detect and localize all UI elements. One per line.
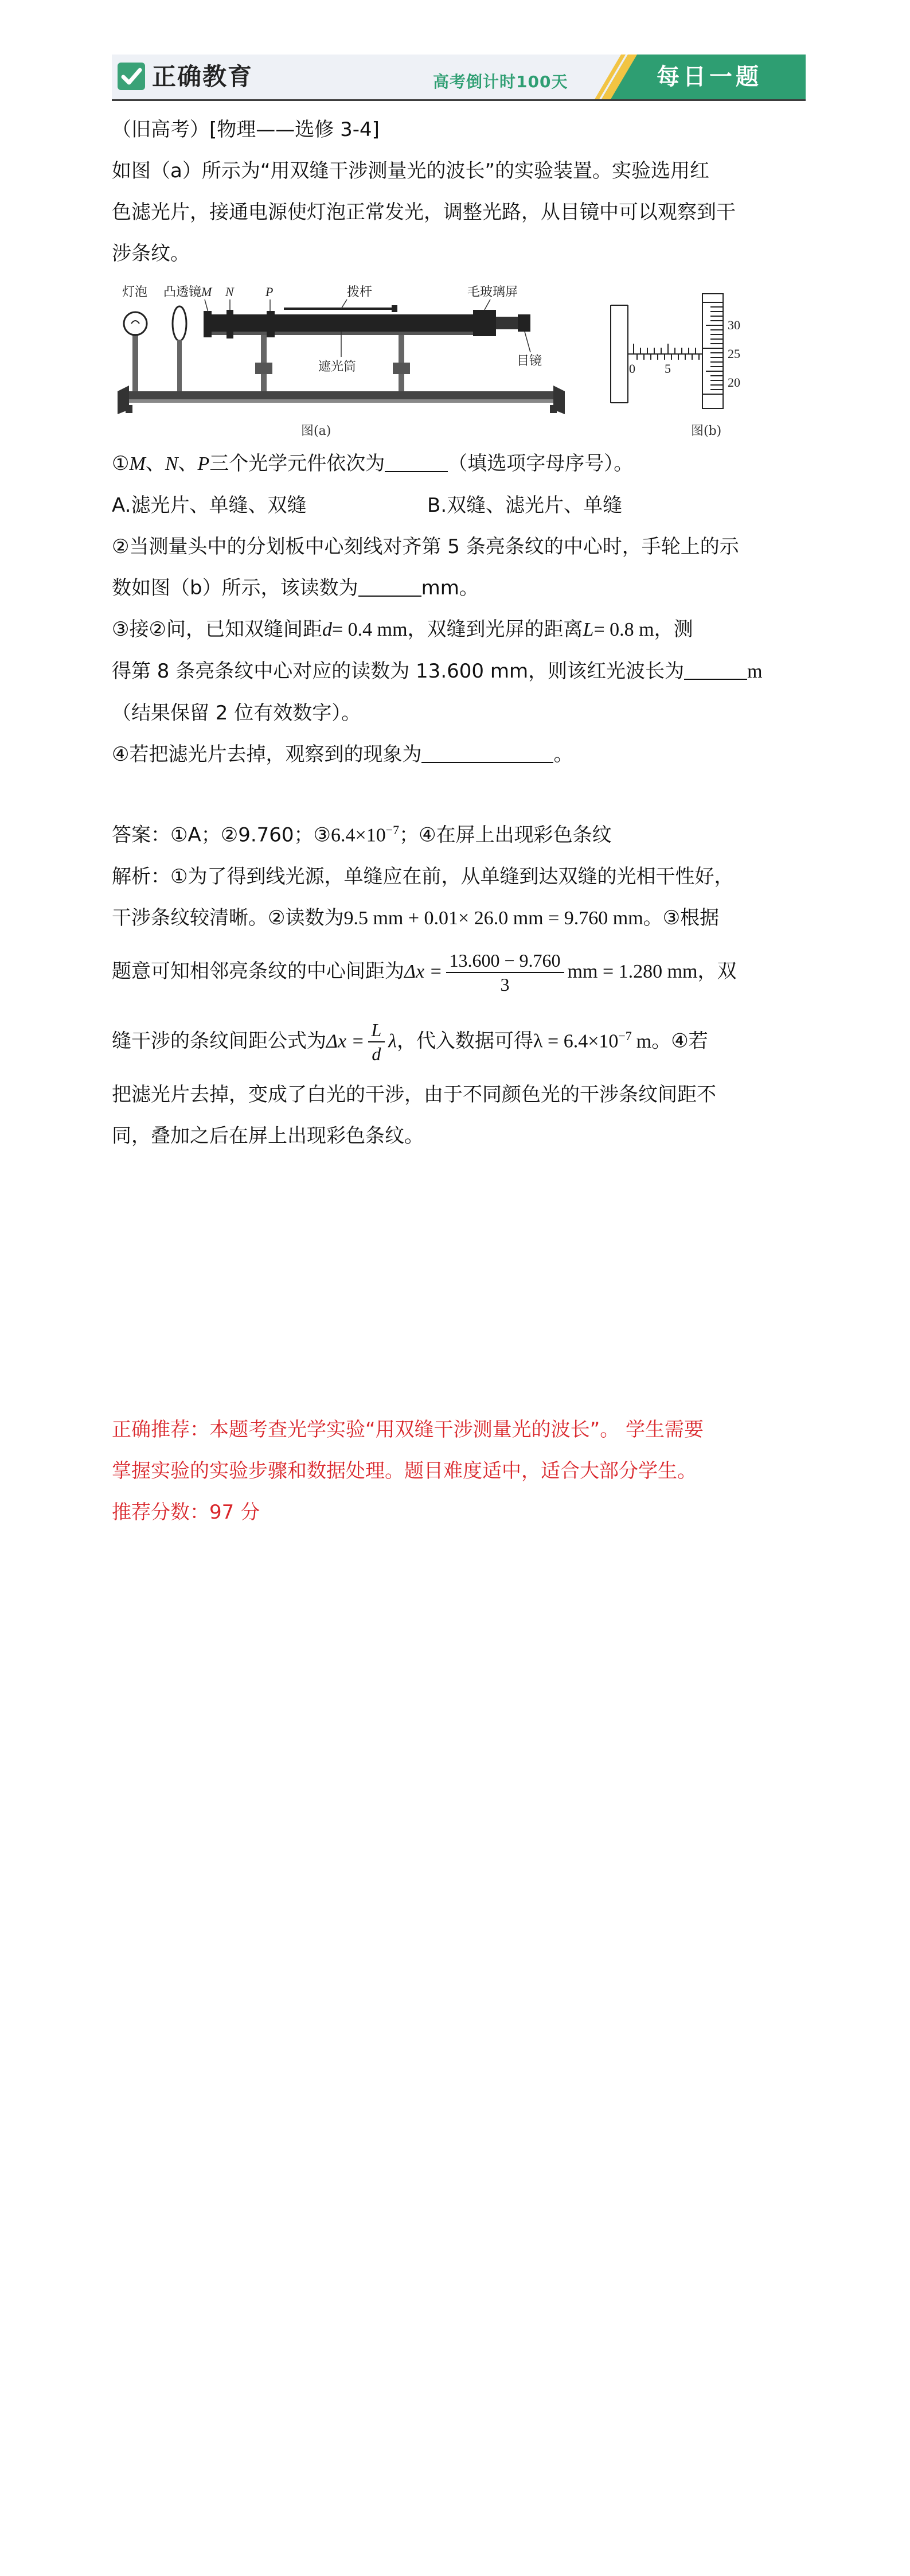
analysis-line-6: 同，叠加之后在屏上出现彩色条纹。 — [112, 1124, 424, 1147]
q4-suffix: 。 — [553, 743, 573, 766]
label-p: P — [265, 285, 274, 299]
figure-row — [112, 277, 806, 443]
question-source: （旧高考）[物理——选修 3-4] — [112, 118, 380, 141]
q1-m: M — [129, 453, 146, 474]
analysis-text: 缝干涉的条纹间距公式为 — [112, 1029, 326, 1053]
question-4 — [112, 734, 806, 775]
q3-d: d — [322, 619, 332, 640]
question-1 — [112, 443, 806, 485]
fraction-numerator: 13.600 − 9.760 — [446, 949, 564, 973]
analysis-line-1: 解析：①为了得到线光源，单缝应在前，从单缝到达双缝的光相干性好， — [112, 865, 734, 889]
header-banner — [112, 55, 806, 101]
daily-tag-label: 每日一题 — [657, 64, 762, 90]
answer-part-3: 6.4×10 — [331, 824, 386, 846]
answer-part-1: ①A；②9.760；③ — [170, 823, 331, 847]
q1-prefix: ① — [112, 452, 130, 475]
figure-a-caption: 图(a) — [301, 424, 331, 438]
brand-name: 正确教育 — [152, 63, 253, 91]
analysis-reading-formula: 9.5 mm + 0.01× 26.0 mm = 9.760 mm — [343, 908, 643, 929]
analysis-line-4 — [112, 1004, 806, 1073]
analysis-line-2 — [112, 897, 806, 939]
option-b: B.双缝、滤光片、单缝 — [427, 494, 623, 517]
answer-exponent: −7 — [385, 823, 400, 837]
answer — [112, 810, 806, 856]
main-scale-5: 5 — [665, 361, 671, 376]
q3-text-b: ，双缝到光屏的距离 — [407, 618, 583, 641]
label-lens: 凸透镜 — [163, 285, 202, 299]
fraction-denominator: 3 — [500, 974, 510, 995]
analysis-text: 。④若 — [651, 1029, 708, 1053]
figure-b-caption: 图(b) — [691, 424, 722, 438]
q3-line-2 — [112, 651, 806, 692]
label-rod: 拨杆 — [347, 285, 373, 299]
label-n: N — [225, 285, 234, 299]
fringe-spacing-result: mm = 1.280 mm — [567, 961, 698, 983]
answer-blank — [358, 575, 421, 597]
q1-p: P — [197, 453, 210, 474]
analysis-line-5: 把滤光片去掉，变成了白光的干涉，由于不同颜色光的干涉条纹间距不 — [112, 1083, 716, 1106]
q3-l-value: = 0.8 m — [593, 619, 654, 640]
page — [112, 55, 806, 1533]
q3-text-a: ③接②问，已知双缝间距 — [112, 618, 322, 641]
q3-text-c: ，测 — [654, 618, 693, 641]
fraction-denominator: d — [372, 1044, 381, 1065]
check-icon — [118, 63, 145, 90]
intro-line: 如图（a）所示为“用双缝干涉测量光的波长”的实验装置。实验选用红 — [112, 159, 710, 182]
q3-line-1 — [112, 609, 806, 651]
delta-x: Δx = — [404, 961, 443, 983]
analysis-text: 干涉条纹较清晰。②读数为 — [112, 906, 344, 930]
analysis — [112, 856, 806, 1156]
q1-n: N — [165, 453, 178, 474]
analysis-line-3 — [112, 939, 806, 1004]
q3-text-line2: 得第 8 条亮条纹中心对应的读数为 13.600 mm，则该红光波长为 — [112, 660, 685, 683]
drum-scale-30: 30 — [728, 318, 740, 332]
q1-suffix: （填选项字母序号）。 — [448, 452, 634, 475]
label-screen: 毛玻璃屏 — [467, 285, 518, 299]
wavelength-unit: m — [636, 1030, 652, 1052]
answer-label: 答案： — [112, 823, 170, 847]
drum-scale-25: 25 — [728, 347, 740, 361]
answer-part-4: ；④在屏上出现彩色条纹 — [399, 823, 612, 847]
q2-end-text: 数如图（b）所示，该读数为 — [112, 577, 358, 600]
q1-sep1: 、 — [145, 452, 165, 475]
option-a: A.滤光片、单缝、双缝 — [112, 494, 307, 517]
q1-text: 三个光学元件依次为 — [209, 452, 385, 475]
recommend-line-2: 掌握实验的实验步骤和数据处理。题目难度适中，适合大部分学生。 — [112, 1459, 697, 1482]
label-lamp: 灯泡 — [122, 285, 148, 299]
recommend-score: 推荐分数：97 分 — [112, 1500, 260, 1524]
analysis-text: 题意可知相邻亮条纹的中心间距为 — [112, 960, 404, 983]
delta-x: Δx = — [326, 1030, 365, 1052]
countdown-text: 高考倒计时100天 — [433, 72, 568, 91]
answer-blank — [421, 741, 553, 763]
q2-line: ②当测量头中的分划板中心刻线对齐第 5 条亮条纹的中心时，手轮上的示 — [112, 535, 739, 558]
q3-unit: m — [747, 661, 763, 682]
q3-d-value: = 0.4 mm — [331, 619, 408, 640]
wavelength-result: λ = 6.4×10 — [533, 1030, 619, 1052]
recommendation — [112, 1409, 806, 1533]
q2-unit: mm。 — [421, 577, 479, 600]
l-over-d-fraction — [368, 1018, 385, 1065]
q1-options — [112, 485, 806, 526]
wavelength-exponent: −7 — [618, 1029, 632, 1044]
q3-l: L — [583, 619, 594, 640]
analysis-text: ，代入数据可得 — [397, 1029, 534, 1053]
analysis-text: 。③根据 — [643, 906, 720, 930]
answer-blank — [385, 450, 448, 472]
label-eyepiece: 目镜 — [517, 354, 542, 368]
label-m: M — [201, 285, 212, 299]
label-filter-tube: 遮光筒 — [318, 360, 357, 374]
main-scale-0: 0 — [629, 361, 635, 376]
fringe-spacing-fraction — [446, 949, 564, 996]
answer-blank — [684, 658, 747, 680]
q1-sep2: 、 — [178, 452, 198, 475]
drum-scale-20: 20 — [728, 375, 740, 390]
recommend-line-1: 正确推荐：本题考查光学实验“用双缝干涉测量光的波长”。 学生需要 — [112, 1418, 704, 1441]
daily-tag — [593, 55, 806, 99]
lambda: λ — [388, 1030, 397, 1052]
q3-line-3: （结果保留 2 位有效数字）。 — [112, 702, 361, 725]
analysis-text: ，双 — [697, 960, 737, 983]
q2-end-line — [112, 567, 806, 609]
intro-line: 色滤光片，接通电源使灯泡正常发光，调整光路，从目镜中可以观察到干 — [112, 201, 736, 224]
fraction-numerator: L — [368, 1018, 385, 1042]
q4-text: ④若把滤光片去掉，观察到的现象为 — [112, 743, 422, 766]
intro-line: 涉条纹。 — [112, 242, 190, 265]
figure-a-apparatus — [112, 277, 582, 420]
question-intro — [112, 150, 806, 274]
figure-b-micrometer — [605, 288, 777, 414]
